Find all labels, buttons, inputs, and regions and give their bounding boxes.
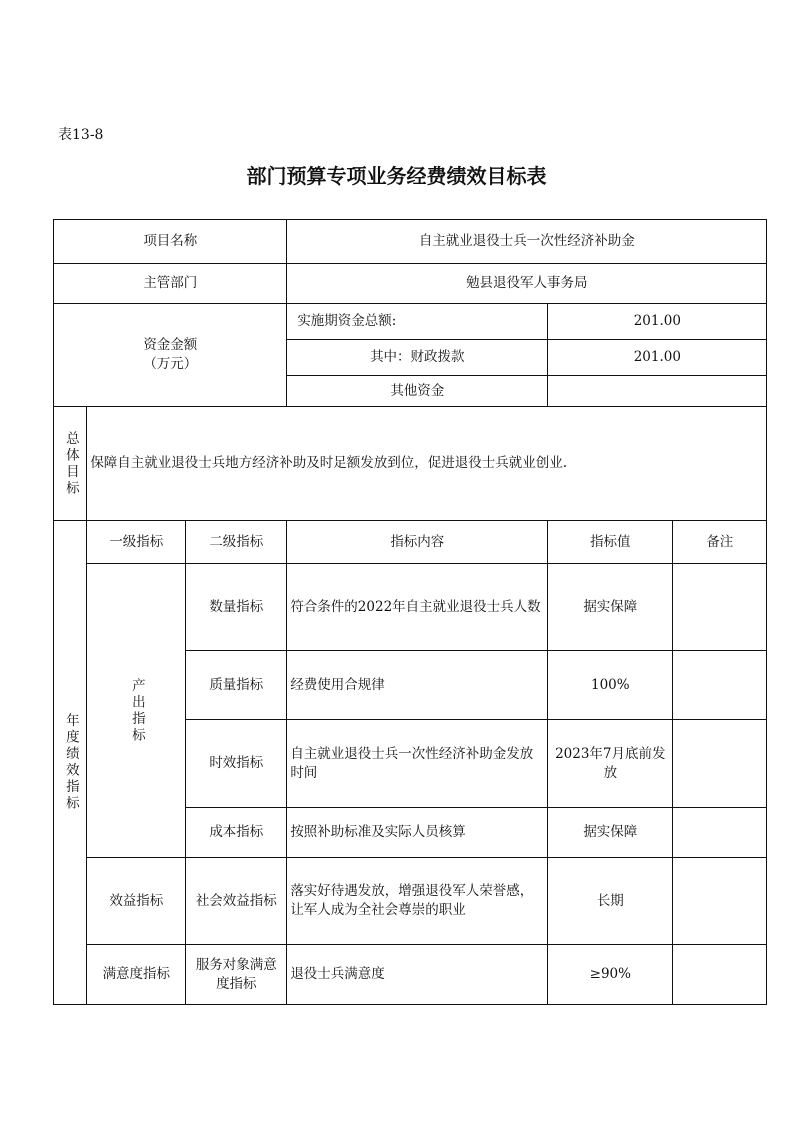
cell-note	[672, 650, 767, 720]
funds-total: 201.00	[547, 303, 767, 340]
header-note: 备注	[672, 520, 767, 564]
cell-note	[672, 563, 767, 651]
cell-l2: 社会效益指标	[185, 857, 287, 945]
cell-value: 2023年7月底前发放	[547, 719, 673, 808]
cell-note	[672, 807, 767, 858]
cell-note	[672, 719, 767, 808]
cell-note	[672, 857, 767, 945]
cell-value: 100%	[547, 650, 673, 720]
funds-other	[547, 375, 767, 407]
level1-satisfaction: 满意度指标	[86, 944, 186, 1005]
cell-content: 经费使用合规律	[286, 650, 548, 720]
cell-value: 据实保障	[547, 563, 673, 651]
cell-note	[672, 944, 767, 1005]
funds-fiscal: 201.00	[547, 339, 767, 376]
cell-content: 自主就业退役士兵一次性经济补助金发放时间	[286, 719, 548, 808]
cell-l2: 时效指标	[185, 719, 287, 808]
funds-label: 资金金额	[143, 337, 198, 354]
project-value: 自主就业退役士兵一次性经济补助金	[286, 219, 767, 264]
funds-unit: （万元）	[143, 356, 198, 373]
dept-label: 主管部门	[53, 263, 287, 304]
header-content: 指标内容	[286, 520, 548, 564]
cell-l2: 服务对象满意度指标	[185, 944, 287, 1005]
cell-l2: 成本指标	[185, 807, 287, 858]
page-title: 部门预算专项业务经费绩效目标表	[246, 164, 547, 188]
cell-value: 据实保障	[547, 807, 673, 858]
cell-content: 退役士兵满意度	[286, 944, 548, 1005]
table-number: 表13-8	[58, 127, 104, 143]
cell-l2: 质量指标	[185, 650, 287, 720]
header-level1: 一级指标	[86, 520, 186, 564]
cell-l2: 数量指标	[185, 563, 287, 651]
funds-fiscal-label: 其中：财政拨款	[286, 339, 548, 376]
funds-other-label: 其他资金	[286, 375, 548, 407]
funds-label-cell	[53, 303, 287, 407]
goal-text: 保障自主就业退役士兵地方经济补助及时足额发放到位，促进退役士兵就业创业.	[86, 406, 767, 521]
cell-content: 符合条件的2022年自主就业退役士兵人数	[286, 563, 548, 651]
cell-value: 长期	[547, 857, 673, 945]
header-level2: 二级指标	[185, 520, 287, 564]
annual-label: 年度绩效指标	[53, 520, 87, 1005]
funds-total-label: 实施期资金总额:	[286, 303, 548, 340]
project-label: 项目名称	[53, 219, 287, 264]
cell-value: ≥90%	[547, 944, 673, 1005]
level1-benefit: 效益指标	[86, 857, 186, 945]
header-value: 指标值	[547, 520, 673, 564]
cell-content: 落实好待遇发放，增强退役军人荣誉感，让军人成为全社会尊崇的职业	[286, 857, 548, 945]
cell-content: 按照补助标准及实际人员核算	[286, 807, 548, 858]
goal-label: 总体目标	[53, 406, 87, 521]
level1-output: 产出指标	[86, 563, 186, 858]
dept-value: 勉县退役军人事务局	[286, 263, 767, 304]
